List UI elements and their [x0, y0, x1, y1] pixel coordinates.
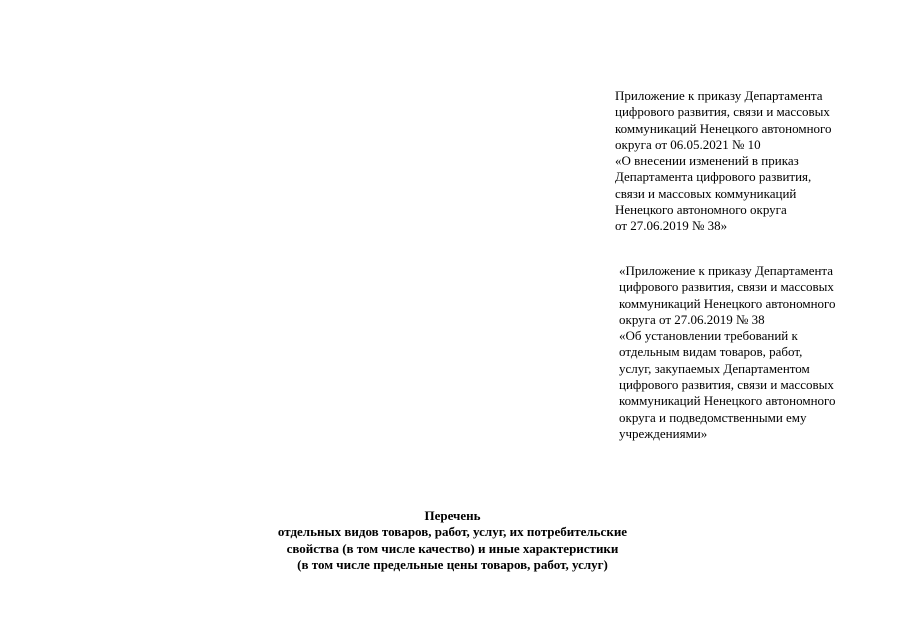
appendix-2019-line: «Приложение к приказу Департамента	[619, 263, 834, 278]
appendix-2019-line: отдельным видам товаров, работ,	[619, 344, 803, 360]
appendix-2021-line: Ненецкого автономного округа	[615, 202, 787, 218]
appendix-2019-line: «Об установлении требований к	[619, 328, 798, 344]
appendix-2021-line: Департамента цифрового развития,	[615, 169, 812, 185]
appendix-2021-line: цифрового развития, связи и массовых	[615, 104, 830, 120]
appendix-2021-line: коммуникаций Ненецкого автономного	[615, 120, 832, 136]
document-title-line: свойства (в том числе качество) и иные характеристики	[286, 540, 619, 556]
appendix-2019-line: цифрового развития, связи и массовых	[619, 279, 834, 295]
appendix-2019-line: цифрового развития, связи и массовых	[619, 377, 834, 393]
appendix-2019-line: коммуникаций Ненецкого автономного	[619, 295, 836, 311]
appendix-2019-line: услуг, закупаемых Департаментом	[619, 360, 810, 376]
appendix-2019-line: учреждениями»	[619, 425, 708, 441]
appendix-header-2019	[619, 263, 836, 442]
appendix-2021-line: связи и массовых коммуникаций	[615, 185, 797, 201]
document-title-line: (в том числе предельные цены товаров, работ, услуг)	[297, 556, 608, 572]
appendix-header-2021	[615, 88, 832, 235]
appendix-2021-line: округа от 06.05.2021 № 10	[615, 136, 761, 152]
appendix-2021-line: от 27.06.2019 № 38»	[615, 218, 728, 234]
appendix-2019-line: коммуникаций Ненецкого автономного	[619, 393, 836, 409]
appendix-2019-line: округа и подведомственными ему	[619, 409, 807, 425]
appendix-2021-line: «О внесении изменений в приказ	[615, 153, 799, 169]
document-title-line: Перечень	[424, 508, 481, 523]
appendix-2021-line: Приложение к приказу Департамента	[615, 88, 823, 103]
document-title	[0, 508, 905, 573]
document-title-line: отдельных видов товаров, работ, услуг, их потребительские	[277, 524, 628, 540]
appendix-2019-line: округа от 27.06.2019 № 38	[619, 311, 765, 327]
